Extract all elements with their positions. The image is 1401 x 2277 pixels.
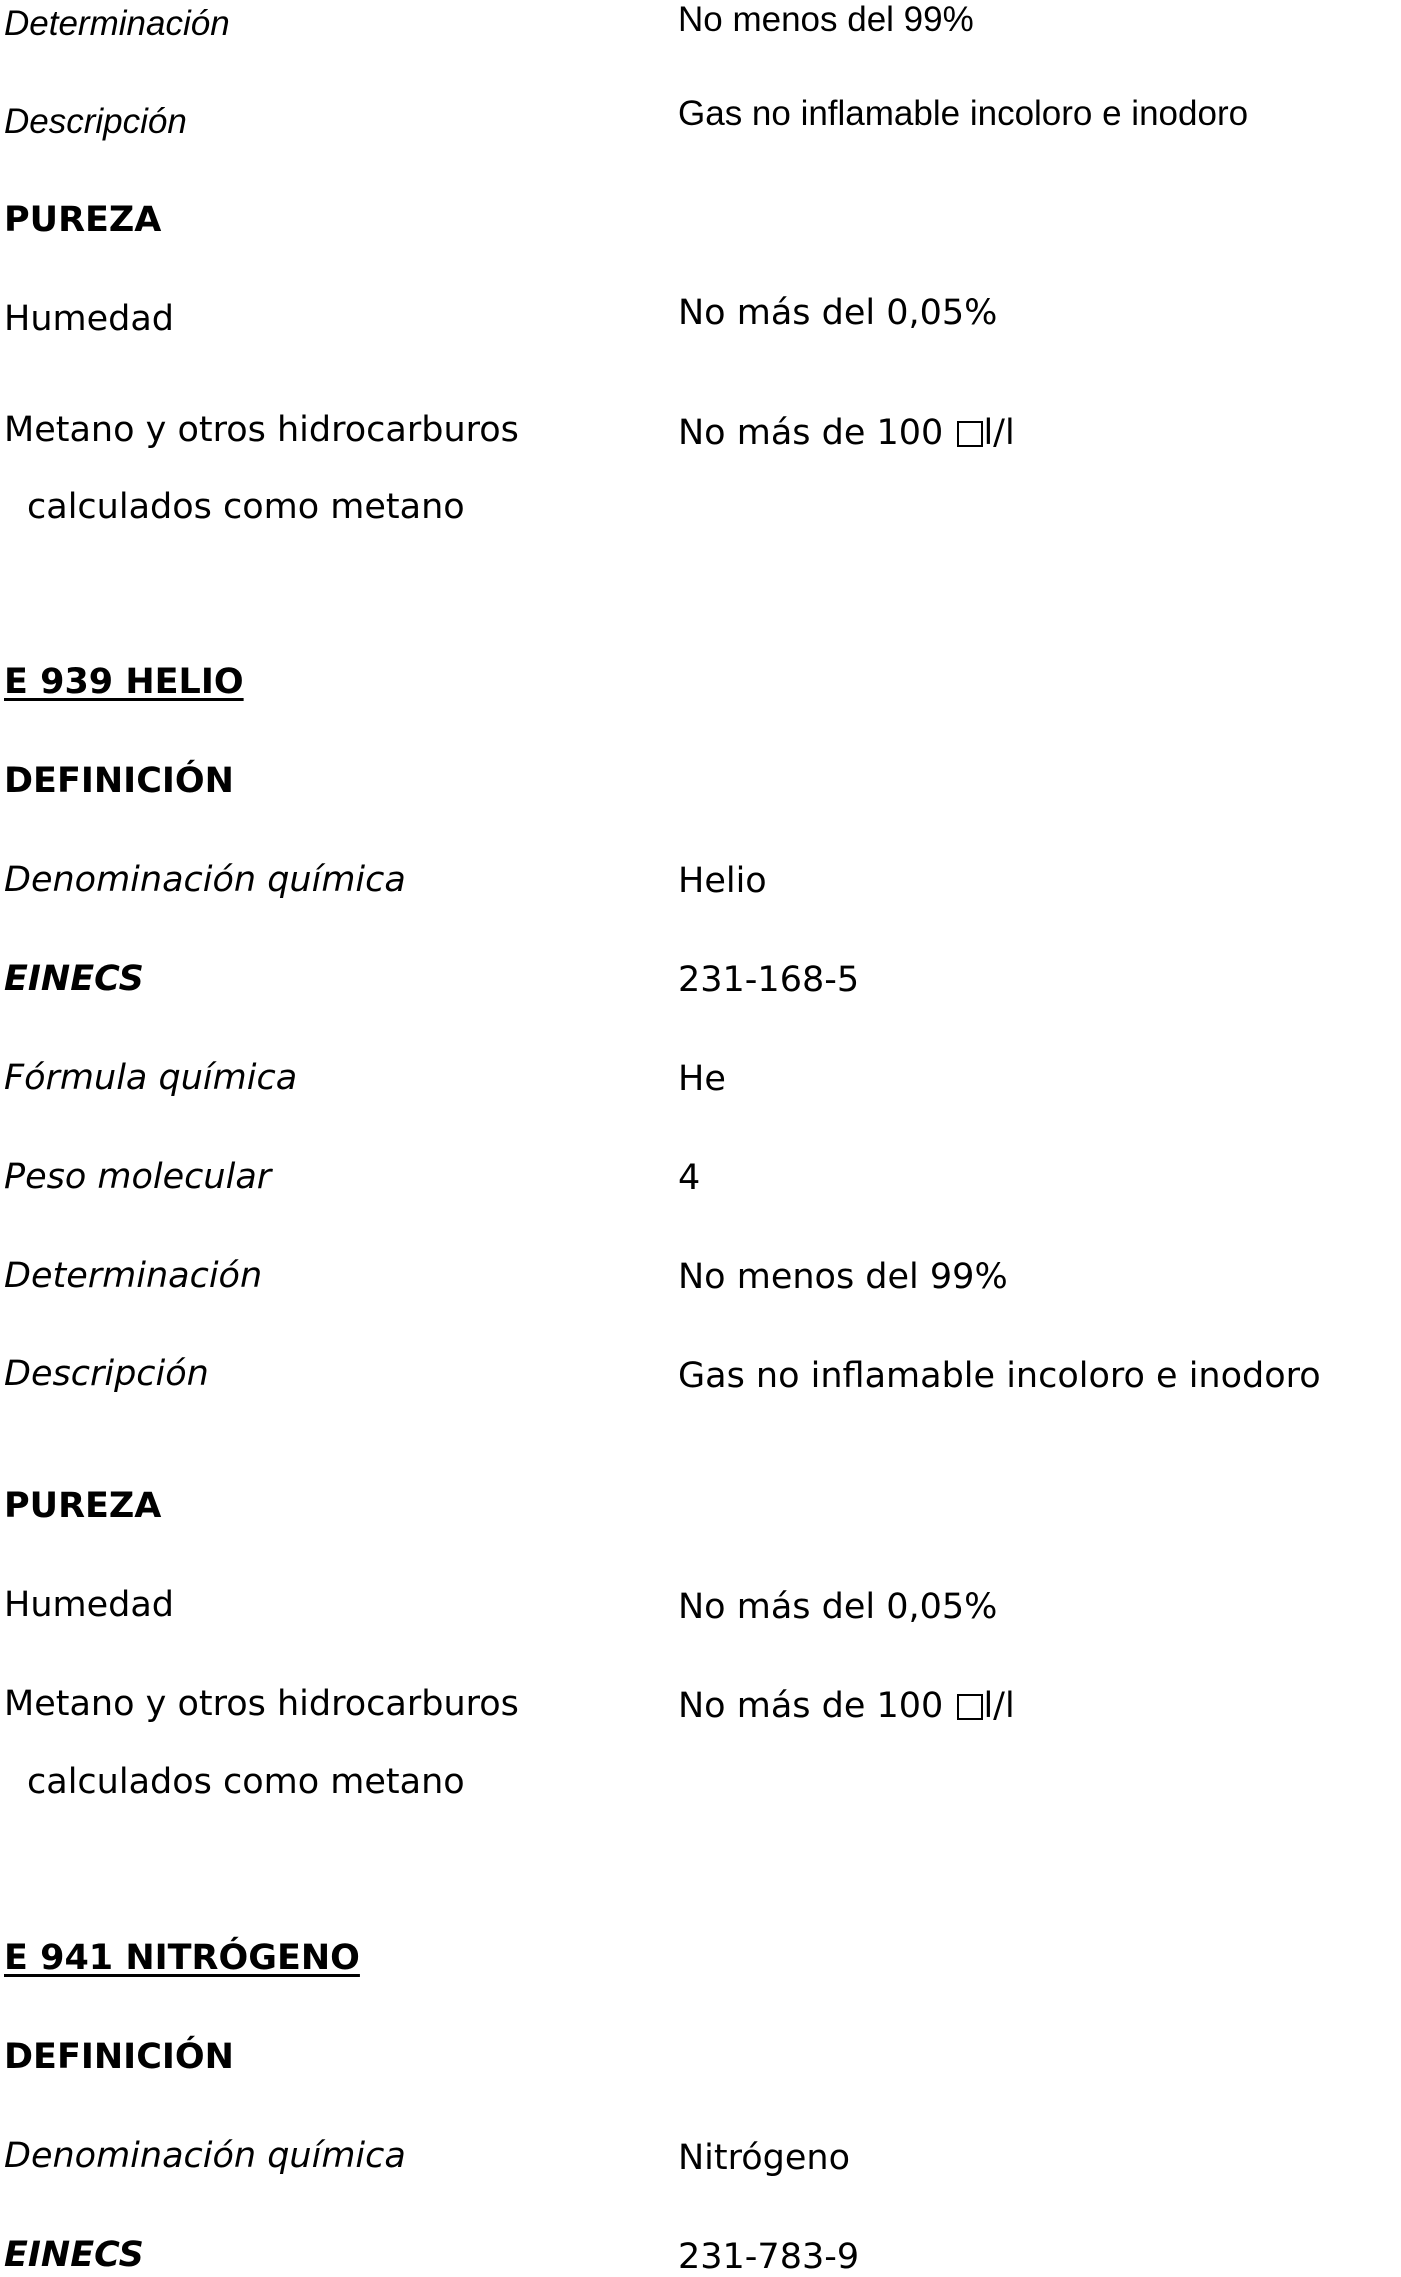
determinacion-value: No menos del 99% bbox=[678, 0, 974, 39]
descripcion-value: Gas no inflamable incoloro e inodoro bbox=[678, 94, 1249, 133]
nitrogeno-denominacion-value: Nitrógeno bbox=[678, 2138, 851, 2178]
humedad-label: Humedad bbox=[4, 299, 175, 339]
humedad-value: No más del 0,05% bbox=[678, 293, 998, 333]
helio-denominacion-label: Denominación química bbox=[4, 860, 406, 900]
nitrogeno-einecs-label: EINECS bbox=[4, 2235, 144, 2275]
helio-metano-label-line2: calculados como metano bbox=[27, 1762, 465, 1802]
pureza-heading: PUREZA bbox=[4, 200, 162, 240]
metano-value: No más de 100 l/l bbox=[678, 413, 1015, 453]
helio-pureza-heading: PUREZA bbox=[4, 1486, 162, 1526]
helio-denominacion-value: Helio bbox=[678, 861, 767, 901]
nitrogeno-einecs-value: 231-783-9 bbox=[678, 2237, 860, 2277]
nitrogeno-definicion-heading: DEFINICIÓN bbox=[4, 2037, 234, 2077]
nitrogeno-title: E 941 NITRÓGENO bbox=[4, 1938, 360, 1978]
helio-descripcion-label: Descripción bbox=[4, 1354, 209, 1394]
descripcion-label: Descripción bbox=[4, 102, 187, 141]
helio-peso-label: Peso molecular bbox=[4, 1157, 272, 1197]
helio-humedad-label: Humedad bbox=[4, 1585, 175, 1625]
helio-einecs-label: EINECS bbox=[4, 959, 144, 999]
helio-humedad-value: No más del 0,05% bbox=[678, 1587, 998, 1627]
helio-determinacion-value: No menos del 99% bbox=[678, 1257, 1008, 1297]
helio-metano-value: No más de 100 l/l bbox=[678, 1686, 1015, 1726]
helio-title: E 939 HELIO bbox=[4, 662, 244, 702]
helio-definicion-heading: DEFINICIÓN bbox=[4, 761, 234, 801]
helio-determinacion-label: Determinación bbox=[4, 1256, 263, 1296]
helio-metano-label-line1: Metano y otros hidrocarburos bbox=[4, 1684, 519, 1724]
metano-label-line2: calculados como metano bbox=[27, 487, 465, 527]
helio-formula-label: Fórmula química bbox=[4, 1058, 298, 1098]
determinacion-label: Determinación bbox=[4, 4, 230, 43]
helio-peso-value: 4 bbox=[678, 1158, 701, 1198]
nitrogeno-denominacion-label: Denominación química bbox=[4, 2136, 406, 2176]
helio-formula-value: He bbox=[678, 1059, 726, 1099]
unknown-glyph-box bbox=[957, 1694, 983, 1720]
helio-einecs-value: 231-168-5 bbox=[678, 960, 860, 1000]
metano-unit: l/l bbox=[983, 413, 1015, 453]
unknown-glyph-box bbox=[957, 421, 983, 447]
helio-metano-unit: l/l bbox=[983, 1686, 1015, 1726]
metano-label-line1: Metano y otros hidrocarburos bbox=[4, 410, 519, 450]
helio-descripcion-value: Gas no inflamable incoloro e inodoro bbox=[678, 1356, 1321, 1396]
